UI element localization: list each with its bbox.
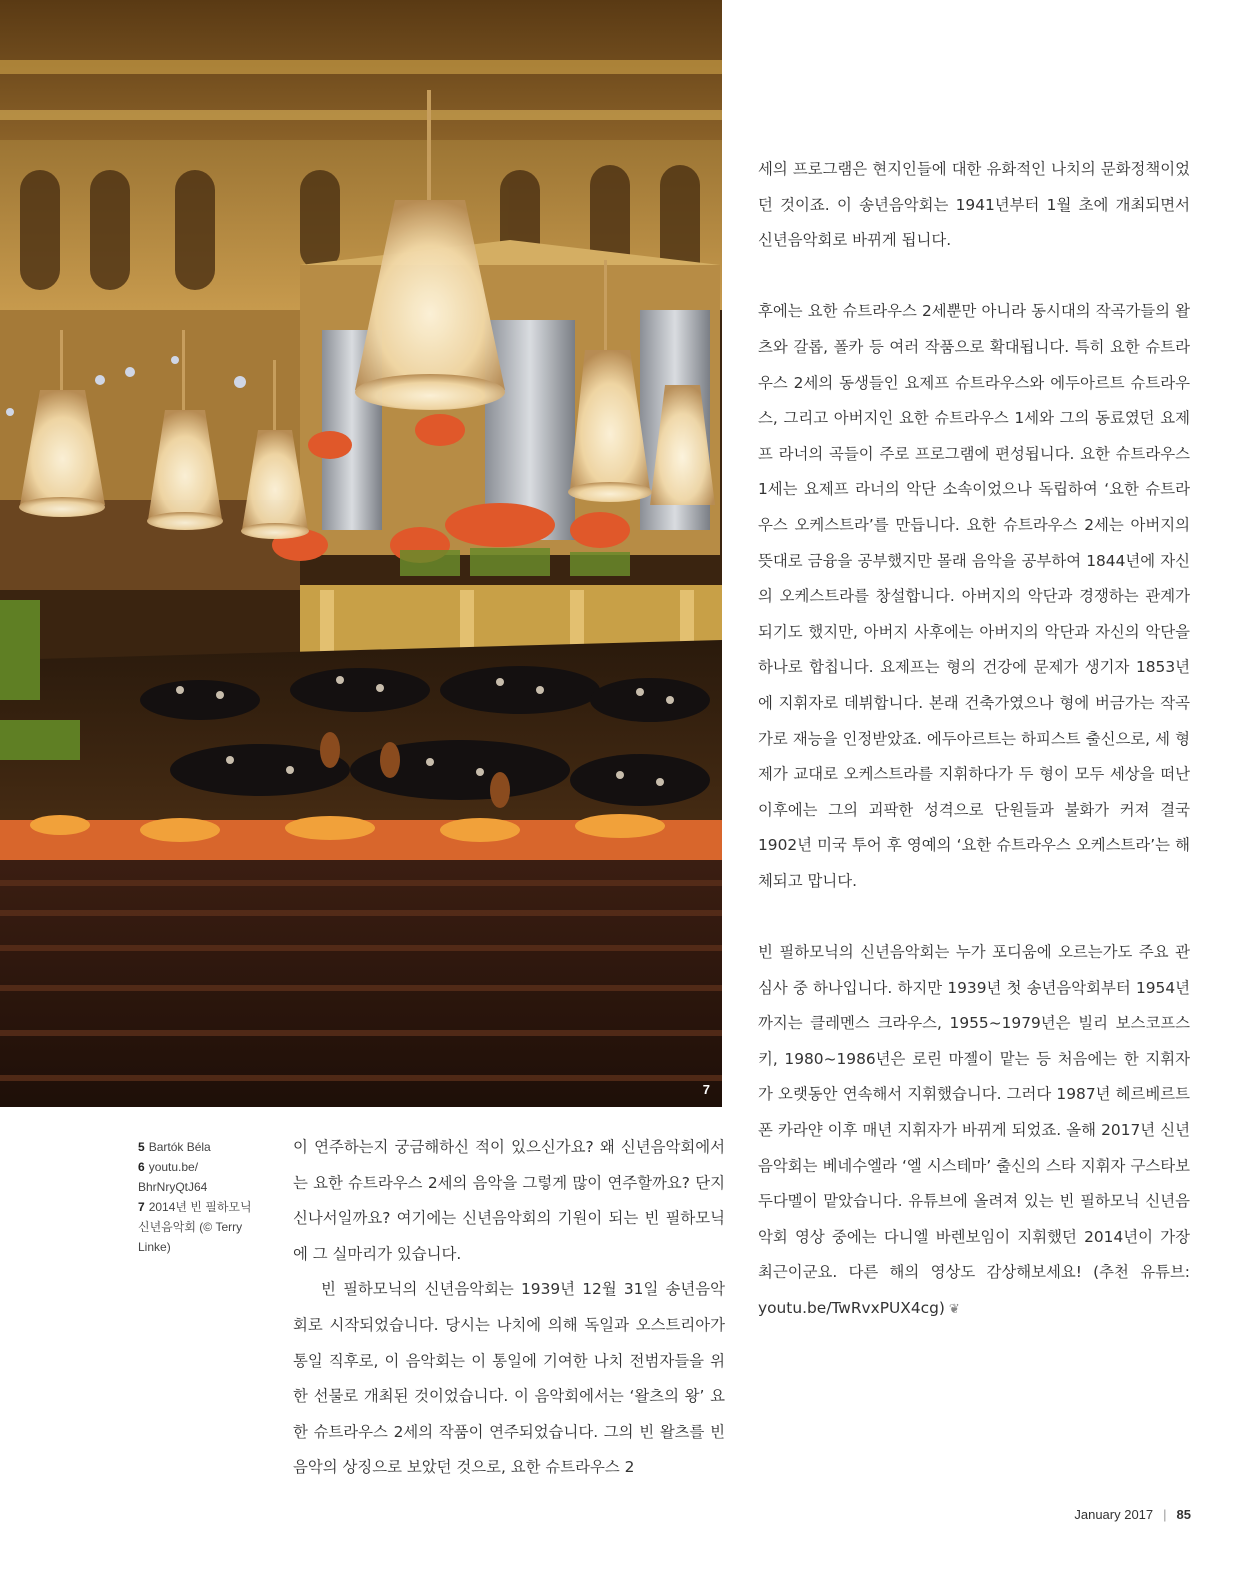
caption-7 <box>138 1197 266 1257</box>
caption-number: 6 <box>138 1160 145 1174</box>
concert-hall-illustration <box>0 0 722 1107</box>
caption-number: 5 <box>138 1140 145 1154</box>
caption-text: Bartók Béla <box>148 1140 211 1154</box>
issue-date: January 2017 <box>1074 1507 1154 1522</box>
article-column-left <box>293 1130 725 1486</box>
paragraph: 이 연주하는지 궁금해하신 적이 있으신가요? 왜 신년음악회에서는 요한 슈트라우스 2세의 음악을 그렇게 많이 연주할까요? 단지 신나서일까요? 여기에는 신년음악회의 기원이 되는 빈 필하모닉에 그 실마리가 있습니다. <box>293 1138 725 1263</box>
caption-text: youtu.be/ BhrNryQtJ64 <box>138 1160 208 1194</box>
photo-number: 7 <box>702 1082 710 1097</box>
paragraph: 후에는 요한 슈트라우스 2세뿐만 아니라 동시대의 작곡가들의 왈츠와 갈롭, 폴카 등 여러 작품으로 확대됩니다. 특히 요한 슈트라우스 2세의 동생들인 요제프 슈트라우스와 에두아르트 슈트라우스, 그리고 아버지인 요한 슈트라우스 1세와 그의 동료였던 요제프 라너의 곡들이 주로 프로그램에 편성됩니다. 요한 슈트라우스 1세는 요제프 라너의 악단 소속이었으나 독립하여 ‘요한 슈트라우스 오케스트라’를 만듭니다. 요한 슈트라우스 2세는 아버지의 뜻대로 금융을 공부했지만 몰래 음악을 공부하여 1844년에 자신의 오케스트라를 창설합니다. 아버지의 악단과 경쟁하는 관계가 되기도 했지만, 아버지 사후에는 아버지의 악단과 자신의 악단을 하나로 합칩니다. 요제프는 형의 건강에 문제가 생기자 1853년에 지휘자로 데뷔합니다. 본래 건축가였으나 형에 버금가는 작곡가로 재능을 인정받았죠. 에두아르트는 하피스트 출신으로, 세 형제가 교대로 오케스트라를 지휘하다가 두 형이 모두 세상을 떠난 이후에는 그의 괴팍한 성격으로 단원들과 불화가 커져 결국 1902년 미국 투어 후 영예의 ‘요한 슈트라우스 오케스트라’는 해체되고 맙니다. <box>758 302 1190 890</box>
paragraph: 세의 프로그램은 현지인들에 대한 유화적인 나치의 문화정책이었던 것이죠. 이 송년음악회는 1941년부터 1월 초에 개최되면서 신년음악회로 바뀌게 됩니다. <box>758 160 1190 250</box>
photo-captions <box>138 1137 266 1257</box>
concert-hall-photo <box>0 0 722 1107</box>
footer-separator: | <box>1163 1507 1167 1522</box>
paragraph: 빈 필하모닉의 신년음악회는 1939년 12월 31일 송년음악회로 시작되었습니다. 당시는 나치에 의해 독일과 오스트리아가 통일 직후로, 이 음악회는 이 통일에 기여한 나치 전범자들을 위한 선물로 개최된 것이었습니다. 이 음악회에서는 ‘왈츠의 왕’ 요한 슈트라우스 2세의 작품이 연주되었습니다. 그의 빈 왈츠를 빈 음악의 상징으로 보았던 것으로, 요한 슈트라우스 2 <box>293 1280 725 1477</box>
paragraph-last <box>758 935 1190 1328</box>
page-footer <box>1074 1507 1191 1522</box>
page-number: 85 <box>1176 1507 1191 1522</box>
magazine-end-mark-icon: ❦ <box>948 1302 960 1317</box>
paragraph-text: 빈 필하모닉의 신년음악회는 누가 포디움에 오르는가도 주요 관심사 중 하나입니다. 하지만 1939년 첫 송년음악회부터 1954년까지는 클레멘스 크라우스, 1955~1979년은 빌리 보스코프스키, 1980~1986년은 로린 마젤이 맡는 등 처음에는 한 지휘자가 오랫동안 연속해서 지휘했습니다. 그러다 1987년 헤르베르트 폰 카라얀 이후 매년 지휘자가 바뀌게 되었죠. 올해 2017년 신년음악회는 베네수엘라 ‘엘 시스테마’ 출신의 스타 지휘자 구스타보 두다멜이 맡았습니다. 유튜브에 올려져 있는 빈 필하모닉 신년음악회 영상 중에는 다니엘 바렌보임이 지휘했던 2014년이 가장 최근이군요. 다른 해의 영상도 감상해보세요! (추천 유튜브: youtu.be/TwRvxPUX4cg) <box>758 943 1190 1317</box>
caption-number: 7 <box>138 1200 145 1214</box>
article-column-right <box>758 152 1190 1328</box>
caption-text: 2014년 빈 필하모닉 신년음악회 (© Terry Linke) <box>138 1200 252 1254</box>
caption-6 <box>138 1157 266 1197</box>
caption-5 <box>138 1137 266 1157</box>
